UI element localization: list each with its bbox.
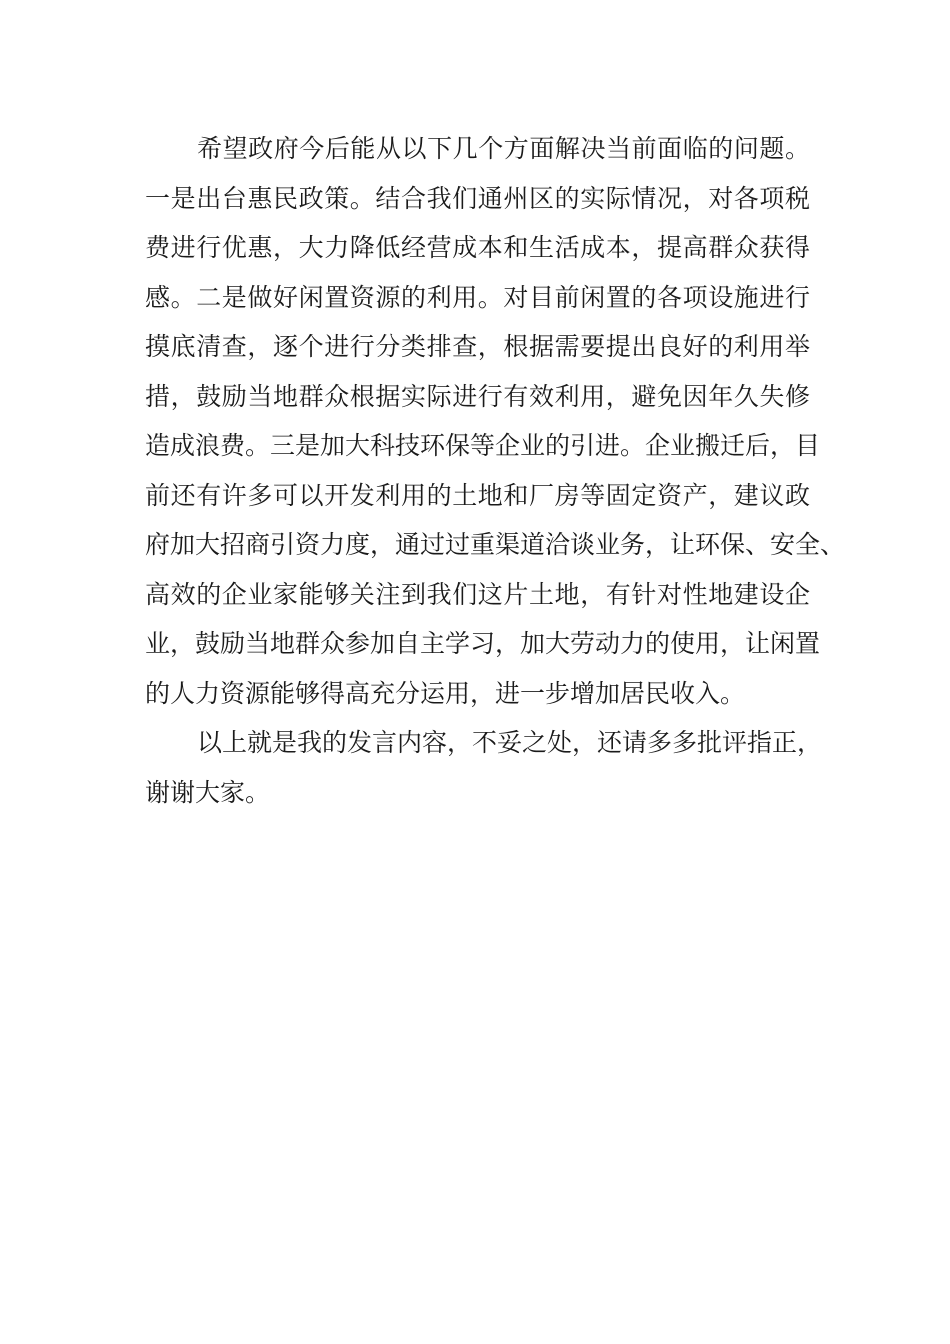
text-line: 高效的企业家能够关注到我们这片土地，有针对性地建设企 <box>145 579 810 609</box>
text-line: 希望政府今后能从以下几个方面解决当前面临的问题。 <box>197 134 810 163</box>
paragraph-2 <box>145 718 823 817</box>
text-line: 费进行优惠，大力降低经营成本和生活成本，提高群众获得 <box>145 233 810 262</box>
paragraph-1 <box>145 124 846 718</box>
body-text <box>145 124 846 817</box>
text-line: 造成浪费。三是加大科技环保等企业的引进。企业搬迁后，目 <box>145 431 821 460</box>
text-line: 以上就是我的发言内容，不妥之处，还请多多批评指正， <box>197 728 823 757</box>
text-line: 措，鼓励当地群众根据实际进行有效利用，避免因年久失修 <box>145 381 810 411</box>
text-line: 摸底清查，逐个进行分类排查，根据需要提出良好的利用举 <box>145 332 810 361</box>
text-line: 业，鼓励当地群众参加自主学习，加大劳动力的使用，让闲置 <box>145 629 821 658</box>
text-line: 的人力资源能够得高充分运用，进一步增加居民收入。 <box>145 678 746 708</box>
text-line: 一是出台惠民政策。结合我们通州区的实际情况，对各项税 <box>145 183 810 213</box>
text-line: 感。二是做好闲置资源的利用。对目前闲置的各项设施进行 <box>145 282 810 312</box>
text-line: 府加大招商引资力度，通过过重渠道洽谈业务，让环保、安全、 <box>145 530 846 559</box>
text-line: 前还有许多可以开发利用的土地和厂房等固定资产，建议政 <box>145 480 810 510</box>
text-line: 谢谢大家。 <box>145 777 271 807</box>
